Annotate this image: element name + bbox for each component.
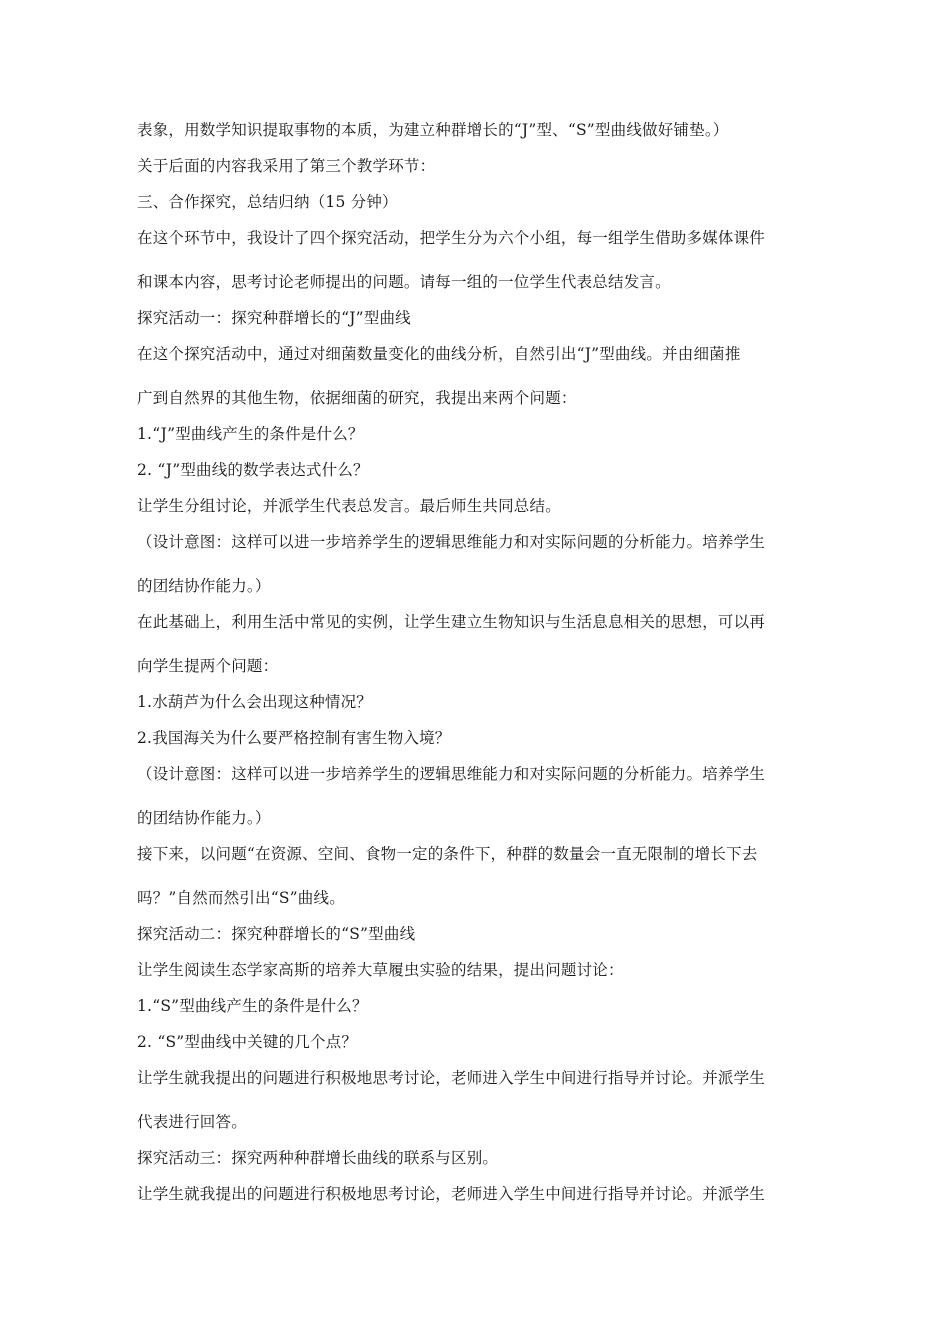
text-line: 让学生阅读生态学家高斯的培养大草履虫实验的结果，提出问题讨论： [137, 961, 624, 979]
activity-heading: 探究活动二：探究种群增长的“S”型曲线 [137, 925, 416, 943]
document-body [137, 120, 827, 1220]
text-line: 让学生分组讨论，并派学生代表总发言。最后师生共同总结。 [137, 497, 561, 515]
text-line: 表象，用数学知识提取事物的本质，为建立种群增长的“J”型、“S”型曲线做好铺垫。） [137, 121, 729, 139]
text-line: 和课本内容，思考讨论老师提出的问题。请每一组的一位学生代表总结发言。 [137, 273, 671, 291]
text-line: 吗？”自然而然引出“S”曲线。 [137, 889, 345, 907]
text-line: 在这个探究活动中，通过对细菌数量变化的曲线分析，自然引出“J”型曲线。并由细菌推 [137, 345, 741, 363]
list-item: 1.水葫芦为什么会出现这种情况？ [137, 693, 372, 711]
activity-heading: 探究活动三：探究两种种群增长曲线的联系与区别。 [137, 1149, 499, 1167]
text-line: 的团结协作能力。） [137, 577, 271, 595]
text-line: 在这个环节中，我设计了四个探究活动，把学生分为六个小组，每一组学生借助多媒体课件 [137, 229, 766, 247]
text-line: （设计意图：这样可以进一步培养学生的逻辑思维能力和对实际问题的分析能力。培养学生 [137, 533, 766, 551]
list-item: 2. “J”型曲线的数学表达式什么？ [137, 461, 369, 479]
text-line: 代表进行回答。 [137, 1113, 247, 1131]
text-line: 让学生就我提出的问题进行积极地思考讨论，老师进入学生中间进行指导并讨论。并派学生 [137, 1185, 766, 1203]
activity-heading: 探究活动一：探究种群增长的“J”型曲线 [137, 309, 411, 327]
text-line: 广到自然界的其他生物，依据细菌的研究，我提出来两个问题： [137, 389, 577, 407]
text-line: 关于后面的内容我采用了第三个教学环节： [137, 157, 436, 175]
text-line: 在此基础上，利用生活中常见的实例，让学生建立生物知识与生活息息相关的思想，可以再 [137, 613, 766, 631]
text-line: 的团结协作能力。） [137, 809, 271, 827]
text-line: 接下来，以问题“在资源、空间、食物一定的条件下，种群的数量会一直无限制的增长下去 [137, 845, 758, 863]
list-item: 2. “S”型曲线中关键的几个点？ [137, 1033, 358, 1051]
list-item: 1.“J”型曲线产生的条件是什么？ [137, 425, 364, 443]
section-heading: 三、合作探究，总结归纳（15 分钟） [137, 193, 398, 211]
list-item: 1.“S”型曲线产生的条件是什么？ [137, 997, 368, 1015]
text-line: 向学生提两个问题： [137, 657, 279, 675]
list-item: 2.我国海关为什么要严格控制有害生物入境？ [137, 729, 451, 747]
text-line: （设计意图：这样可以进一步培养学生的逻辑思维能力和对实际问题的分析能力。培养学生 [137, 765, 766, 783]
text-line: 让学生就我提出的问题进行积极地思考讨论，老师进入学生中间进行指导并讨论。并派学生 [137, 1069, 766, 1087]
